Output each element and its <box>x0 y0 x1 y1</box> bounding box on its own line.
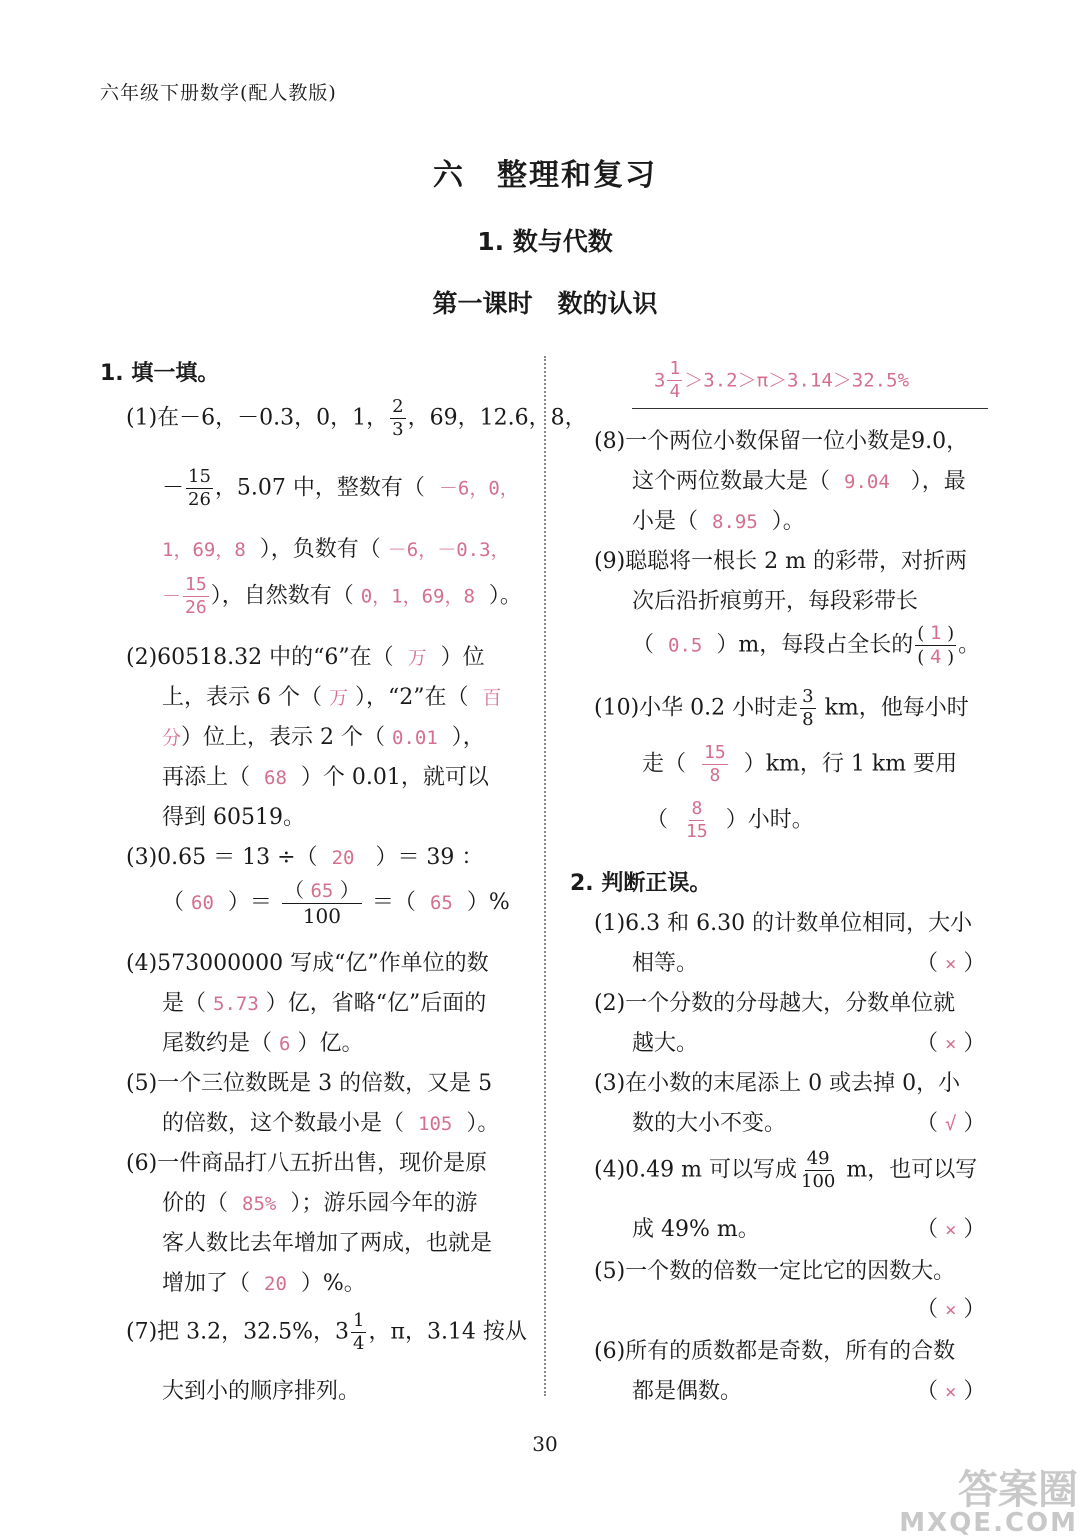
q1-5-line2: 的倍数，这个数最小是（ 105 ）。 <box>162 1111 500 1136</box>
fraction: $\frac{49}{100}$ <box>801 1148 836 1192</box>
answer: 60 <box>191 892 214 914</box>
answer: 20 <box>331 847 355 869</box>
running-header: 六年级下册数学(配人教版) <box>100 82 337 104</box>
q1-9-line3: （ 0.5 ）m，每段占全长的 $\frac{( 1 )}{( 4 )}$ 。 <box>632 622 981 668</box>
q1-3-line1: (3)0.65 ＝ 13 ÷（ 20 ）＝ 39 ： <box>126 845 484 870</box>
q2-3-line1: (3)在小数的末尾添上 0 或去掉 0，小 <box>594 1071 961 1096</box>
answer: 20 <box>264 1273 287 1295</box>
q1-1-line2: － $\frac{15}{26}$ ，5.07 中，整数有（ －6，0， <box>162 466 519 510</box>
q1-9-line1: (9)聪聪将一根长 2 m 的彩带，对折两 <box>594 549 968 574</box>
q2-4-line2: 成 49% m。 <box>632 1217 760 1242</box>
fraction: $\frac{3}{8}$ <box>802 686 814 730</box>
q1-7-line2: 大到小的顺序排列。 <box>162 1379 361 1404</box>
answer: 5.73 <box>213 993 259 1015</box>
fraction: $\frac{( 65 )}{100}$ <box>284 878 360 928</box>
q1-6-line2: 价的（ 85% ）；游乐园今年的游 <box>162 1191 478 1216</box>
fraction: $\frac{15}{26}$ <box>188 466 211 510</box>
q1-4-line3: 尾数约是（ 6 ）亿。 <box>162 1031 364 1056</box>
q1-4-line2: 是（ 5.73 ）亿，省略“亿”后面的 <box>162 991 487 1016</box>
q2-1-line2: 相等。 <box>632 951 699 976</box>
answer: 8.95 <box>712 511 758 533</box>
q2-2-result: （ × ） <box>916 1031 986 1056</box>
q2-6-result: （ × ） <box>916 1379 986 1404</box>
q2-3-result: （ √ ） <box>916 1111 986 1136</box>
fraction: $\frac{2}{3}$ <box>392 396 404 440</box>
q1-7-answer: 3 $\frac{1}{4}$ ＞3.2＞π＞3.14＞32.5% <box>654 358 910 402</box>
answer: 4 <box>929 646 942 668</box>
q2-6-line1: (6)所有的质数都是奇数，所有的合数 <box>594 1339 956 1364</box>
answer: × <box>945 1033 957 1055</box>
answer: 1 <box>929 622 942 644</box>
q1-1-line3: 1，69，8 ），负数有（ －6，－0.3， <box>162 537 510 562</box>
answer-fraction: $\frac{1}{4}$ <box>669 358 681 402</box>
answer: 6 <box>279 1033 291 1055</box>
q1-6-line3: 客人数比去年增加了两成，也就是 <box>162 1231 493 1256</box>
q2-3-line2: 数的大小不变。 <box>632 1111 787 1136</box>
q2-1-line1: (1)6.3 和 6.30 的计数单位相同，大小 <box>594 911 973 936</box>
answer: × <box>945 953 957 975</box>
q1-3-line2: （ 60 ）＝ $\frac{( 65 )}{100}$ ＝（ 65 ）% <box>162 878 510 928</box>
answer: 0.01 <box>392 727 438 749</box>
q1-6-line1: (6)一件商品打八五折出售，现价是原 <box>126 1151 488 1176</box>
answer: －6，0， <box>438 477 519 500</box>
answer: √ <box>945 1113 957 1135</box>
q2-5-line1: (5)一个数的倍数一定比它的因数大。 <box>594 1259 956 1284</box>
answer: × <box>945 1381 957 1403</box>
answer: 百 <box>482 687 502 709</box>
q2-5-result: （ × ） <box>916 1297 986 1322</box>
answer: 分 <box>162 727 182 749</box>
answer: －6，－0.3， <box>387 539 510 561</box>
watermark-logo: 答案圈 MXQE.COM <box>899 1467 1078 1538</box>
answer: 9.04 <box>844 471 890 493</box>
answer: 105 <box>418 1113 453 1135</box>
answer: 1，69，8 <box>162 539 246 561</box>
q1-6-line4: 增加了（ 20 ）%。 <box>162 1271 366 1296</box>
page-number: 30 <box>532 1432 558 1456</box>
lesson-title: 第一课时 数的认识 <box>432 289 658 318</box>
answer: 万 <box>407 647 427 669</box>
question-2-title: 2. 判断正误。 <box>570 871 712 896</box>
fraction: $\frac{1}{4}$ <box>353 1310 365 1354</box>
q1-2-line5: 得到 60519。 <box>162 805 305 830</box>
q1-10-line3: （ $\frac{8}{15}$ ）小时。 <box>646 798 814 842</box>
answer: × <box>945 1219 957 1241</box>
answer-line <box>632 408 988 409</box>
fraction: $\frac{( 1 )}{( 4 )}$ <box>917 622 955 668</box>
q1-4-line1: (4)573000000 写成“亿”作单位的数 <box>126 951 489 976</box>
answer: 85% <box>242 1193 277 1215</box>
answer: 0.5 <box>668 634 703 657</box>
q1-9-line2: 次后沿折痕剪开，每段彩带长 <box>632 589 919 614</box>
answer: × <box>945 1299 957 1321</box>
answer: 68 <box>264 767 287 789</box>
q1-2-line2: 上，表示 6 个（ 万 ），“2”在（ 百 <box>162 685 502 710</box>
chapter-title: 六 整理和复习 <box>433 158 657 193</box>
q2-4-result: （ × ） <box>916 1217 986 1242</box>
q1-10-line2: 走（ $\frac{15}{8}$ ）km，行 1 km 要用 <box>642 742 958 786</box>
q1-2-line4: 再添上（ 68 ）个 0.01，就可以 <box>162 765 489 790</box>
column-divider <box>544 356 546 1396</box>
q2-2-line2: 越大。 <box>632 1031 699 1056</box>
q1-2-line3: 分）位上，表示 2 个（ 0.01 ）， <box>162 725 485 750</box>
section-title: 1. 数与代数 <box>477 227 613 256</box>
q1-1-line4: － $\frac{15}{26}$ ），自然数有（ 0，1，69，8 ）。 <box>162 574 522 618</box>
question-1-title: 1. 填一填。 <box>100 361 220 386</box>
q2-2-line1: (2)一个分数的分母越大，分数单位就 <box>594 991 956 1016</box>
q1-10-line1: (10)小华 0.2 小时走 $\frac{3}{8}$ km，他每小时 <box>594 686 969 730</box>
answer: 万 <box>328 687 348 709</box>
answer: 0，1，69，8 <box>360 585 475 608</box>
q2-1-result: （ × ） <box>916 951 986 976</box>
answer: 65 <box>429 892 453 914</box>
answer-fraction: $\frac{15}{26}$ <box>185 574 207 618</box>
q1-2-line1: (2)60518.32 中的“6”在（ 万 ）位 <box>126 645 485 670</box>
answer-fraction: $\frac{8}{15}$ <box>686 798 708 842</box>
q1-5-line1: (5)一个三位数既是 3 的倍数，又是 5 <box>126 1071 493 1096</box>
q2-6-line2: 都是偶数。 <box>632 1379 743 1404</box>
q2-4-line1: (4)0.49 m 可以写成 $\frac{49}{100}$ m，也可以写 <box>594 1148 978 1192</box>
q1-8-line2: 这个两位数最大是（ 9.04 ），最 <box>632 469 966 494</box>
q1-8-line3: 小是（ 8.95 ）。 <box>632 509 805 534</box>
q1-8-line1: (8)一个两位小数保留一位小数是9.0， <box>594 429 969 454</box>
answer-fraction: $\frac{15}{8}$ <box>704 742 726 786</box>
q1-7-line1: (7)把 3.2，32.5%，3 $\frac{1}{4}$ ，π，3.14 按从 <box>126 1310 527 1354</box>
answer: 65 <box>310 880 334 902</box>
q1-1-line1: (1)在－6，－0.3，0，1， $\frac{2}{3}$ ，69，12.6，8， <box>126 396 587 440</box>
